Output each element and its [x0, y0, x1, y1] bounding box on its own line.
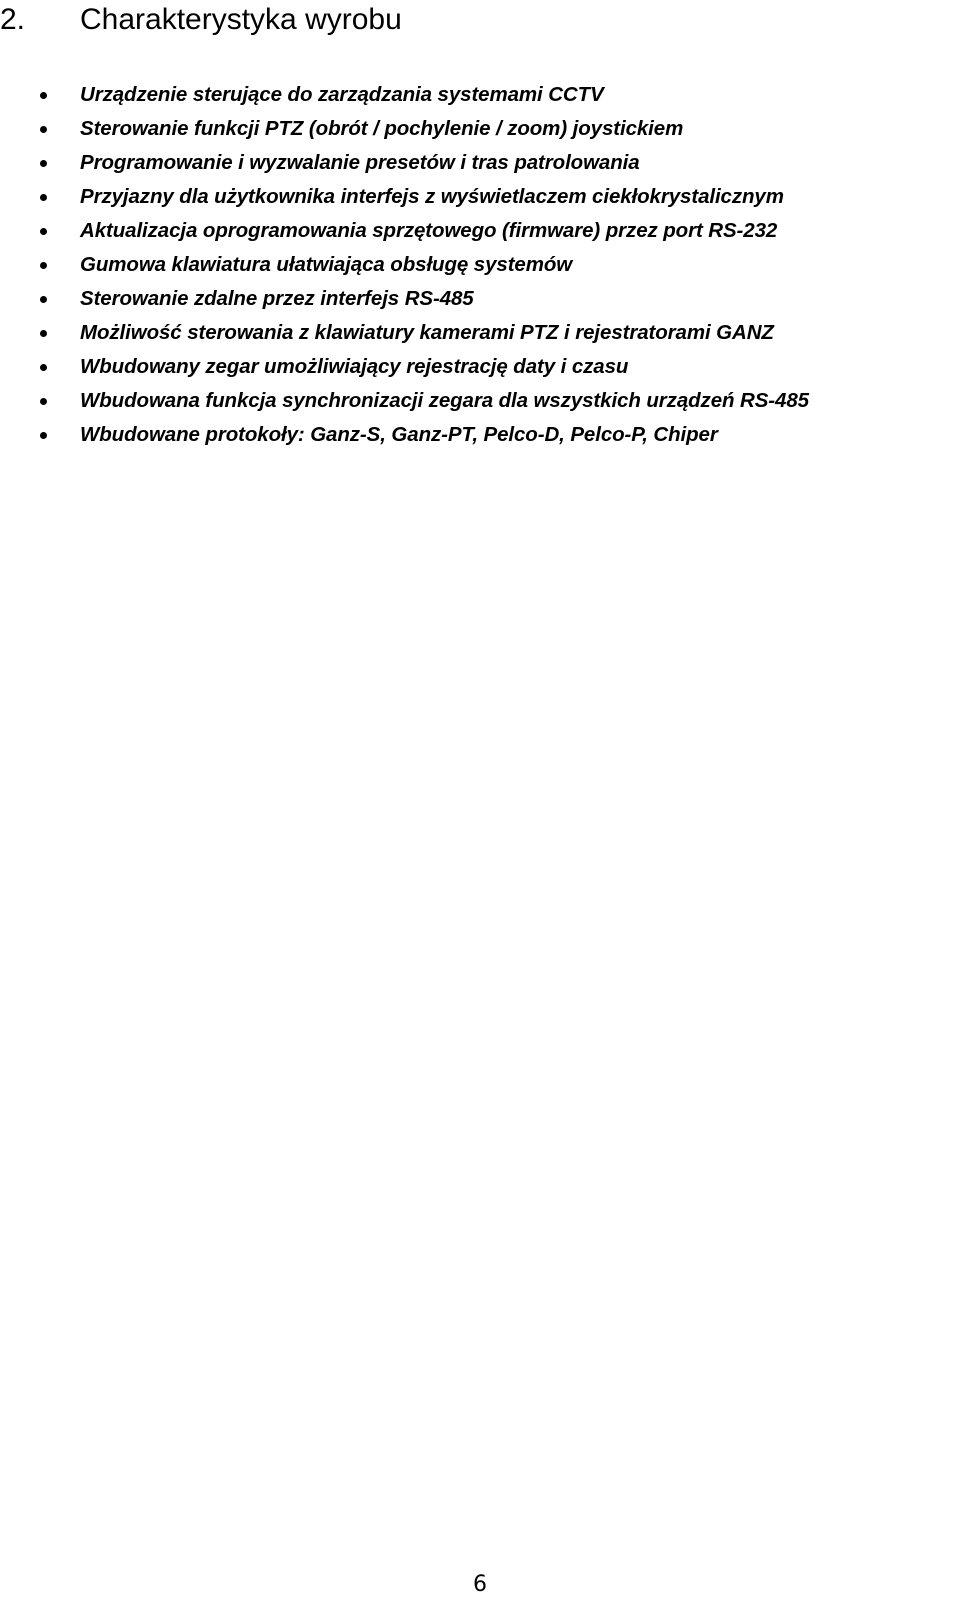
list-item [0, 248, 960, 282]
feature-text: Gumowa klawiatura ułatwiająca obsługę systemów [80, 253, 573, 276]
list-item [0, 78, 960, 112]
feature-text: Przyjazny dla użytkownika interfejs z wyświetlaczem ciekłokrystalicznym [80, 185, 784, 208]
feature-text: Wbudowane protokoły: Ganz-S, Ganz-PT, Pelco-D, Pelco-P, Chiper [80, 423, 718, 446]
list-item [0, 350, 960, 384]
bullet-icon [40, 262, 47, 269]
feature-text: Sterowanie zdalne przez interfejs RS-485 [80, 287, 474, 310]
list-item [0, 418, 960, 452]
list-item [0, 384, 960, 418]
feature-text: Wbudowany zegar umożliwiający rejestrację daty i czasu [80, 355, 629, 378]
feature-text: Wbudowana funkcja synchronizacji zegara dla wszystkich urządzeń RS-485 [80, 389, 809, 412]
list-item [0, 180, 960, 214]
bullet-icon [40, 92, 47, 99]
bullet-icon [40, 228, 47, 235]
bullet-icon [40, 194, 47, 201]
section-title: Charakterystyka wyrobu [80, 3, 402, 36]
feature-list [0, 78, 960, 452]
feature-text: Programowanie i wyzwalanie presetów i tras patrolowania [80, 151, 640, 174]
bullet-icon [40, 432, 47, 439]
feature-text: Sterowanie funkcji PTZ (obrót / pochylenie / zoom) joystickiem [80, 117, 684, 140]
bullet-icon [40, 330, 47, 337]
list-item [0, 112, 960, 146]
bullet-icon [40, 126, 47, 133]
list-item [0, 214, 960, 248]
feature-text: Urządzenie sterujące do zarządzania systemami CCTV [80, 83, 604, 106]
feature-text: Możliwość sterowania z klawiatury kamerami PTZ i rejestratorami GANZ [80, 321, 774, 344]
bullet-icon [40, 296, 47, 303]
page-number: 6 [473, 1572, 487, 1597]
bullet-icon [40, 364, 47, 371]
section-number: 2. [0, 3, 26, 36]
bullet-icon [40, 398, 47, 405]
list-item [0, 146, 960, 180]
feature-text: Aktualizacja oprogramowania sprzętowego (firmware) przez port RS-232 [80, 219, 778, 242]
list-item [0, 282, 960, 316]
section-heading [0, 0, 402, 40]
list-item [0, 316, 960, 350]
bullet-icon [40, 160, 47, 167]
